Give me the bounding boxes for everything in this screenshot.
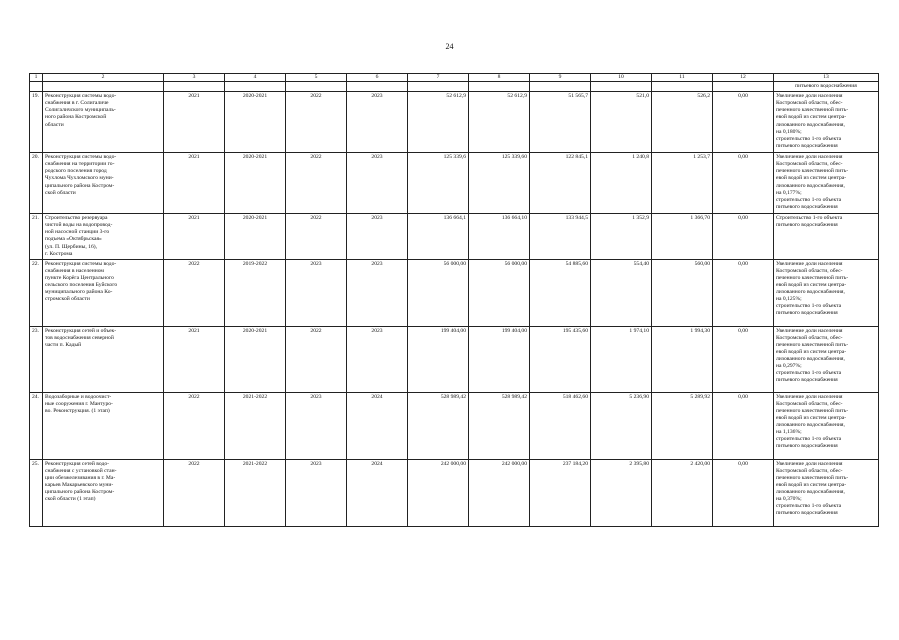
table-row — [30, 459, 879, 526]
result-text-line: на 0,125%; — [776, 296, 802, 303]
year-cell: 2023 — [347, 92, 408, 153]
amount-cell: 51 565,7 — [530, 92, 591, 153]
result-text-line: Костромской области, обес- — [776, 100, 843, 107]
result-text-line: лизованного водоснабжения, — [776, 422, 845, 429]
year-cell: 2024 — [347, 459, 408, 526]
result-text-line: Костромской области, обес- — [776, 334, 843, 341]
period-cell: 2021-2022 — [225, 459, 286, 526]
period-cell: 2020-2021 — [225, 92, 286, 153]
amount-cell: 0,00 — [713, 259, 774, 326]
result-text-line: питьевого водоснабжения — [776, 203, 838, 210]
amount-cell: 1 366,70 — [652, 214, 713, 260]
result-text — [774, 153, 879, 214]
page-number: 24 — [445, 42, 454, 51]
amount-cell: 54 885,60 — [530, 259, 591, 326]
result-text-line: строительство 1-го объекта — [776, 135, 842, 142]
object-name-line: Водозаборные и водоочист- — [45, 393, 112, 400]
amount-cell: 136 664,1 — [408, 214, 469, 260]
object-name-line: Реконструкция сетей и объек- — [45, 327, 117, 334]
year-cell: 2023 — [286, 392, 347, 459]
period-cell: 2019-2022 — [225, 259, 286, 326]
header-cell: 9 — [530, 74, 591, 82]
result-text-line: строительство 1-го объекта — [776, 370, 842, 377]
amount-cell: 122 845,1 — [530, 153, 591, 214]
result-text-line: Увеличение доли населения — [776, 93, 843, 100]
result-text-line: Костромской области, обес- — [776, 267, 843, 274]
object-name-line: ного района Костромской — [45, 114, 107, 121]
result-text-line: печенного качественной пить- — [776, 341, 849, 348]
year-cell: 2023 — [286, 459, 347, 526]
amount-cell: 52 612,9 — [408, 92, 469, 153]
year-cell: 2022 — [164, 459, 225, 526]
result-text-line: печенного качественной пить- — [776, 407, 849, 414]
object-name-line: во. Реконструкция. (1 этап) — [45, 407, 110, 414]
result-text-line: на 0,297%; — [776, 363, 802, 370]
result-text-line: питьевого водоснабжения — [776, 142, 838, 149]
year-cell: 2021 — [164, 214, 225, 260]
amount-cell: 1 352,9 — [591, 214, 652, 260]
period-cell: 2020-2021 — [225, 326, 286, 392]
result-text-line: на 0,370%; — [776, 496, 802, 503]
result-text-line: на 1,136%; — [776, 429, 802, 436]
header-cell: 1 — [30, 74, 43, 82]
header-cell: 8 — [469, 74, 530, 82]
object-name-line: Чухлома Чухломского муни- — [45, 175, 114, 182]
result-text — [774, 259, 879, 326]
object-name-line: чистой воды на водопровод- — [45, 222, 113, 229]
object-name-line: ципального района Костром- — [45, 182, 115, 189]
result-text-line: лизованного водоснабжения, — [776, 121, 845, 128]
object-name — [43, 326, 164, 392]
amount-cell: 526,2 — [652, 92, 713, 153]
amount-cell: 195 435,60 — [530, 326, 591, 392]
object-name-line: снабжения с установкой стан- — [45, 467, 117, 474]
amount-cell: 2 395,80 — [591, 459, 652, 526]
object-name — [43, 153, 164, 214]
row-number: 19. — [30, 92, 43, 153]
amount-cell: 2 420,00 — [652, 459, 713, 526]
table-row — [30, 259, 879, 326]
result-text — [774, 392, 879, 459]
result-text-line: Увеличение доли населения — [776, 327, 843, 334]
year-cell: 2022 — [164, 259, 225, 326]
header-cell: 10 — [591, 74, 652, 82]
period-cell: 2021-2022 — [225, 392, 286, 459]
column-number-header — [30, 74, 879, 82]
object-name-line: снабжения на территории го- — [45, 161, 115, 168]
result-text-line: Увеличение доли населения — [776, 154, 843, 161]
result-text-line: Строительство 1-го объекта — [776, 215, 843, 222]
amount-cell: 0,00 — [713, 326, 774, 392]
row-number: 21. — [30, 214, 43, 260]
result-text — [774, 92, 879, 153]
result-text-line: печенного качественной пить- — [776, 474, 849, 481]
header-cell: 3 — [164, 74, 225, 82]
result-text-line: лизованного водоснабжения, — [776, 289, 845, 296]
object-name-line: муниципального района Ко- — [45, 289, 113, 296]
result-text-line: евой водой из систем центра- — [776, 349, 847, 356]
object-name-line: снабжения в г. Солигаличе — [45, 100, 109, 107]
amount-cell: 5 289,92 — [652, 392, 713, 459]
result-text-line: Костромской области, обес- — [776, 161, 843, 168]
result-text-line: лизованного водоснабжения, — [776, 489, 845, 496]
amount-cell: 242 000,00 — [469, 459, 530, 526]
result-text-line: на 0,177%; — [776, 189, 802, 196]
result-text-line: лизованного водоснабжения, — [776, 182, 845, 189]
object-name-line: подъема «Октябрьская» — [45, 236, 102, 243]
amount-cell: 554,40 — [591, 259, 652, 326]
header-cell: 5 — [286, 74, 347, 82]
amount-cell: 237 184,20 — [530, 459, 591, 526]
result-text-line: евой водой из систем центра- — [776, 415, 847, 422]
result-text-line: строительство 1-го объекта — [776, 196, 842, 203]
result-text-line: Костромской области, обес- — [776, 400, 843, 407]
row-number: 23. — [30, 326, 43, 392]
year-cell: 2021 — [164, 326, 225, 392]
year-cell: 2023 — [286, 259, 347, 326]
object-name — [43, 214, 164, 260]
result-text — [774, 326, 879, 392]
object-name-line: Строительство резервуара — [45, 215, 108, 222]
amount-cell: 528 989,42 — [469, 392, 530, 459]
amount-cell: 0,00 — [713, 392, 774, 459]
object-name — [43, 459, 164, 526]
year-cell: 2023 — [347, 326, 408, 392]
header-cell: 6 — [347, 74, 408, 82]
amount-cell: 5 236,90 — [591, 392, 652, 459]
result-text-line: питьевого водоснабжения — [776, 310, 838, 317]
object-name-line: Реконструкция системы водо- — [45, 260, 117, 267]
object-name-line: Реконструкция системы водо- — [45, 93, 117, 100]
table-row — [30, 326, 879, 392]
result-text-line: строительство 1-го объекта — [776, 503, 842, 510]
period-cell: 2020-2021 — [225, 153, 286, 214]
header-cell: 7 — [408, 74, 469, 82]
amount-cell: 528 989,42 — [408, 392, 469, 459]
result-text-line: печенного качественной пить- — [776, 168, 849, 175]
object-name — [43, 92, 164, 153]
object-name-line: родского поселения город — [45, 168, 107, 175]
year-cell: 2023 — [347, 153, 408, 214]
result-text-line: лизованного водоснабжения, — [776, 356, 845, 363]
object-name-line: сельского поселения Буйского — [45, 282, 118, 289]
object-name-line: (ул. П. Щербины, 16), — [45, 243, 98, 250]
year-cell: 2022 — [286, 326, 347, 392]
year-cell: 2022 — [286, 153, 347, 214]
header-cell: 12 — [713, 74, 774, 82]
result-text — [774, 459, 879, 526]
amount-cell: 52 612,9 — [469, 92, 530, 153]
year-cell: 2021 — [164, 92, 225, 153]
object-name-line: стромской области — [45, 296, 90, 303]
object-name-line: снабжения в населенном — [45, 267, 104, 274]
result-text-line: Увеличение доли населения — [776, 393, 843, 400]
amount-cell: 242 000,00 — [408, 459, 469, 526]
result-text-line: питьевого водоснабжения — [776, 377, 838, 384]
row-number: 24. — [30, 392, 43, 459]
object-name-line: части п. Кадый — [45, 341, 82, 348]
table-row — [30, 392, 879, 459]
result-text-line: печенного качественной пить- — [776, 274, 849, 281]
row-number: 20. — [30, 153, 43, 214]
amount-cell: 518 462,60 — [530, 392, 591, 459]
result-text-line: печенного качественной пить- — [776, 107, 849, 114]
amount-cell: 125 339,60 — [469, 153, 530, 214]
amount-cell: 1 994,30 — [652, 326, 713, 392]
amount-cell: 133 944,5 — [530, 214, 591, 260]
object-name-line: ской области (1 этап) — [45, 496, 96, 503]
table-row — [30, 153, 879, 214]
period-cell: 2020-2021 — [225, 214, 286, 260]
object-name-line: тов водоснабжения северной — [45, 334, 114, 341]
object-name-line: Реконструкция сетей водо- — [45, 460, 110, 467]
object-name-line: ной насосной станции 3-го — [45, 229, 110, 236]
amount-cell: 56 000,00 — [408, 259, 469, 326]
amount-cell: 1 240,8 — [591, 153, 652, 214]
amount-cell: 0,00 — [713, 153, 774, 214]
header-cell: 13 — [774, 74, 879, 82]
amount-cell: 0,00 — [713, 92, 774, 153]
year-cell: 2024 — [347, 392, 408, 459]
amount-cell: 199 404,00 — [469, 326, 530, 392]
object-name-line: ципального района Костром- — [45, 489, 115, 496]
result-text-line: питьевого водоснабжения — [776, 510, 838, 517]
amount-cell: 0,00 — [713, 459, 774, 526]
continuation-row — [30, 82, 879, 92]
year-cell: 2023 — [347, 214, 408, 260]
result-text-line: евой водой из систем центра- — [776, 482, 847, 489]
result-text-line: Увеличение доли населения — [776, 260, 843, 267]
amount-cell: 560,00 — [652, 259, 713, 326]
result-text-line: евой водой из систем центра- — [776, 175, 847, 182]
object-name — [43, 392, 164, 459]
header-cell: 2 — [43, 74, 164, 82]
object-name-line: г. Кострома — [45, 250, 73, 257]
amount-cell: 125 339,6 — [408, 153, 469, 214]
table-row — [30, 92, 879, 153]
object-name-line: ской области — [45, 189, 76, 196]
result-text-line: евой водой из систем центра- — [776, 282, 847, 289]
amount-cell: 1 253,7 — [652, 153, 713, 214]
amount-cell: 1 974,10 — [591, 326, 652, 392]
continuation-text: питьевого водоснабжения — [774, 82, 879, 92]
object-name-line: пункте Корёга Центрального — [45, 274, 114, 281]
year-cell: 2022 — [286, 92, 347, 153]
object-name-line: Солигаличского муниципаль- — [45, 107, 116, 114]
table-row — [30, 214, 879, 260]
result-text — [774, 214, 879, 260]
result-text-line: евой водой из систем центра- — [776, 114, 847, 121]
row-number: 22. — [30, 259, 43, 326]
result-text-line: строительство 1-го объекта — [776, 303, 842, 310]
result-text-line: Костромской области, обес- — [776, 467, 843, 474]
amount-cell: 56 000,00 — [469, 259, 530, 326]
objects-table — [29, 73, 879, 527]
object-name-line: области — [45, 121, 64, 128]
object-name-line: Реконструкция системы водо- — [45, 154, 117, 161]
amount-cell: 136 664,10 — [469, 214, 530, 260]
year-cell: 2023 — [347, 259, 408, 326]
year-cell: 2022 — [286, 214, 347, 260]
row-number: 25. — [30, 459, 43, 526]
result-text-line: на 0,180%; — [776, 128, 802, 135]
year-cell: 2021 — [164, 153, 225, 214]
result-text-line: питьевого водоснабжения — [776, 222, 838, 229]
object-name — [43, 259, 164, 326]
amount-cell: 199 404,00 — [408, 326, 469, 392]
result-text-line: Увеличение доли населения — [776, 460, 843, 467]
amount-cell: 0,00 — [713, 214, 774, 260]
result-text-line: питьевого водоснабжения — [776, 443, 838, 450]
amount-cell: 521,0 — [591, 92, 652, 153]
header-cell: 4 — [225, 74, 286, 82]
result-text-line: строительство 1-го объекта — [776, 436, 842, 443]
header-cell: 11 — [652, 74, 713, 82]
year-cell: 2022 — [164, 392, 225, 459]
object-name-line: карьев Макарьевского муни- — [45, 482, 114, 489]
object-name-line: ции обезжелезивания в г. Ма- — [45, 474, 116, 481]
object-name-line: ные сооружения г. Мантуро- — [45, 400, 113, 407]
